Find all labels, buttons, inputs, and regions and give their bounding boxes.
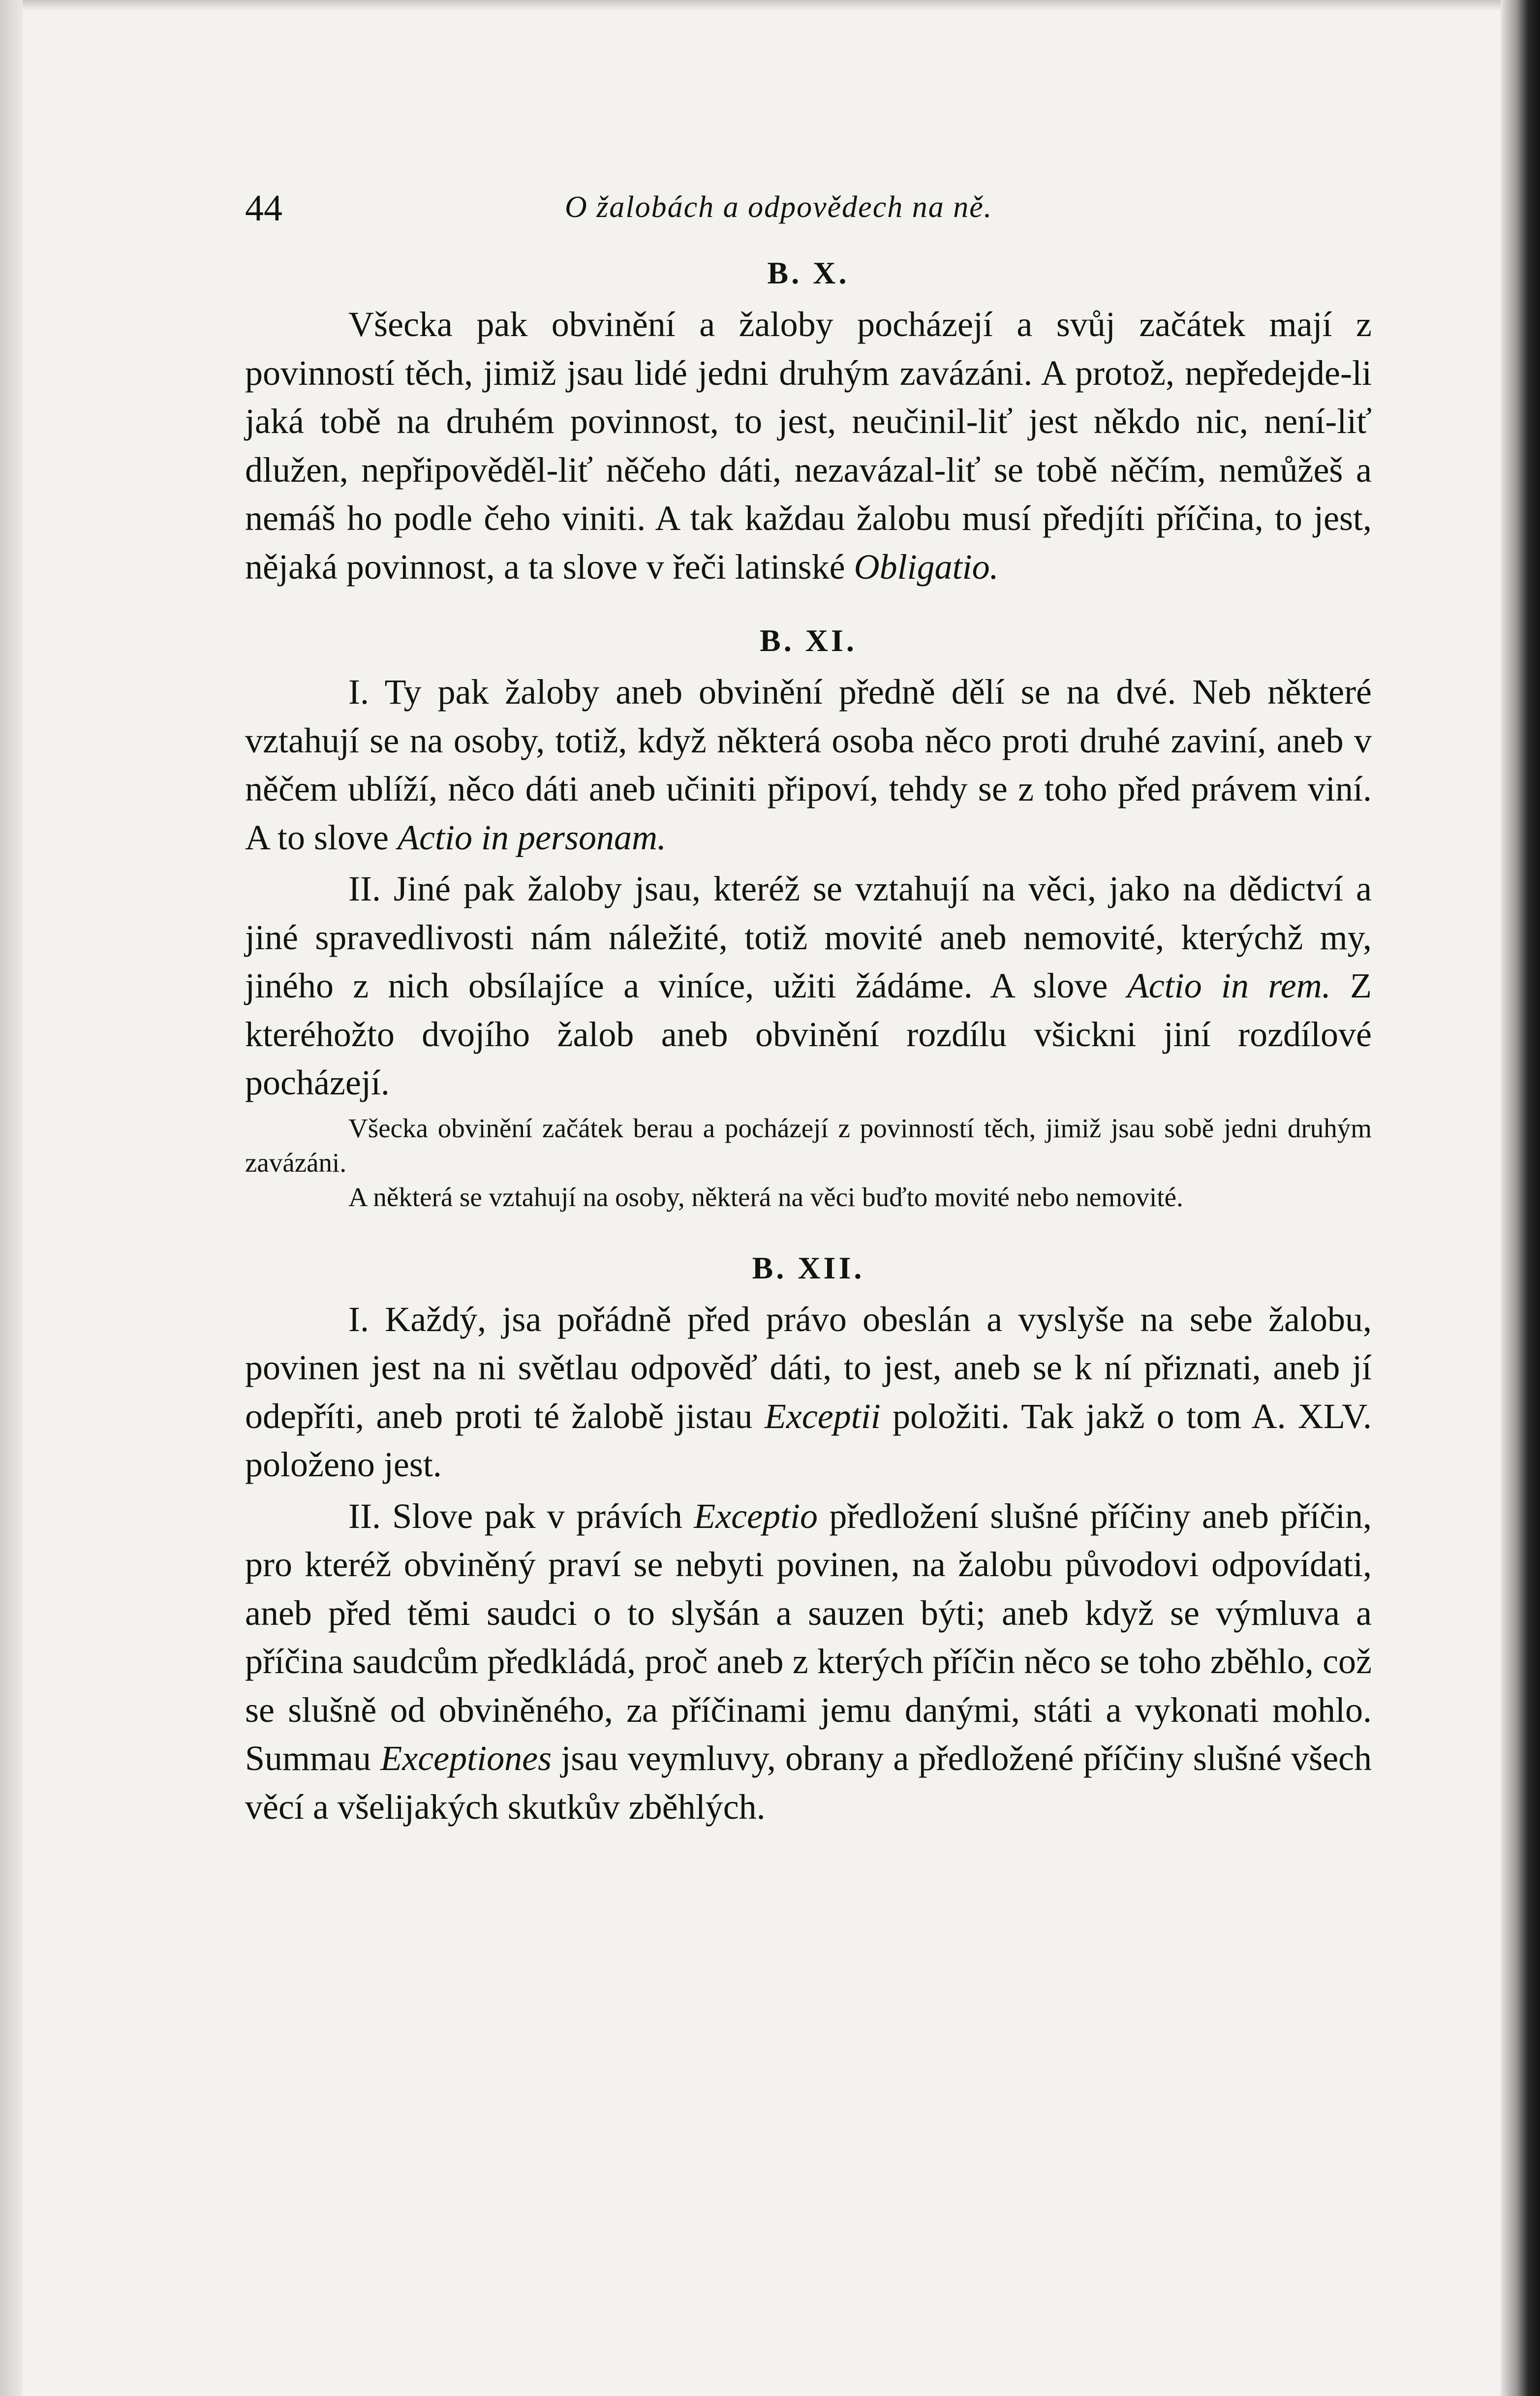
book-spine-edge — [1501, 0, 1540, 2396]
summary-note-2: A některá se vztahují na osoby, některá na věci buďto movité nebo nemovité. — [348, 1182, 1183, 1212]
running-head — [245, 187, 1372, 246]
section-heading-b-x: B. X. — [767, 255, 850, 290]
paragraph-b-xii-2: II. Slove pak v právích Exceptio předložení slušné příčiny aneb příčin, pro kteréž obviněný praví se nebyti povinen, na žalobu původovi odpovídati, aneb před těmi saudci o to slyšán a sauzen býti; aneb když se výmluva a příčina saudcům předkládá, proč aneb z kterých příčin něco se toho zběhlo, což se slušně od obviněného, za příčinami jemu danými, státi a vykonati mohlo. Summau Exceptiones jsau veymluvy, obrany a předložené příčiny slušné všech věcí a všelijakých skutkův zběhlých. — [245, 1496, 1372, 1827]
paragraph-b-xii-1: I. Každý, jsa pořádně před právo obeslán a vyslyše na sebe žalobu, povinen jest na ni světlau odpověď dáti, to jest, aneb se k ní přiznati, aneb jí odepříti, aneb proti té žalobě jistau Exceptii položiti. Tak jakž o tom A. XLV. položeno jest. — [245, 1299, 1372, 1484]
page-number: 44 — [245, 187, 282, 229]
page-content — [245, 187, 1372, 1831]
running-title: O žalobách a odpovědech na ně. — [565, 190, 993, 224]
marginal-summary — [245, 1111, 1372, 1214]
page-left-shadow — [0, 0, 23, 2396]
summary-note-1: Všecka obvinění začátek berau a pocházejí z povinností těch, jimiž jsau sobě jedni druhým zavázáni. — [245, 1113, 1372, 1178]
paragraph-b-xi-2: II. Jiné pak žaloby jsau, kteréž se vztahují na věci, jako na dědictví a jiné spravedlivosti nám náležité, totiž movité aneb nemovité, kterýchž my, jiného z nich obsílajíce a viníce, užiti žádáme. A slove Actio in rem. Z kteréhožto dvojího žalob aneb obvinění rozdílu všickni jiní rozdílové pocházejí. — [245, 869, 1372, 1102]
section-heading-b-xii: B. XII. — [752, 1250, 865, 1285]
section-heading-b-xi: B. XI. — [760, 623, 857, 658]
page-top-shadow — [0, 0, 1501, 11]
paragraph-b-x-1: Všecka pak obvinění a žaloby pocházejí a svůj začátek mají z povinností těch, jimiž jsau lidé jedni druhým zavázáni. A protož, nepředejde-li jaká tobě na druhém povinnost, to jest, neučinil-liť jest někdo nic, není-liť dlužen, nepřipověděl-liť něčeho dáti, nezavázal-liť se tobě něčím, nemůžeš a nemáš ho podle čeho viniti. A tak každau žalobu musí předjíti příčina, to jest, nějaká povinnost, a ta slove v řeči latinské Obligatio. — [245, 305, 1372, 587]
paragraph-b-xi-1: I. Ty pak žaloby aneb obvinění předně dělí se na dvé. Neb některé vztahují se na osoby, totiž, když některá osoba něco proti druhé zaviní, aneb v něčem ublíží, něco dáti aneb učiniti připoví, tehdy se z toho před právem viní. A to slove Actio in personam. — [245, 672, 1372, 857]
